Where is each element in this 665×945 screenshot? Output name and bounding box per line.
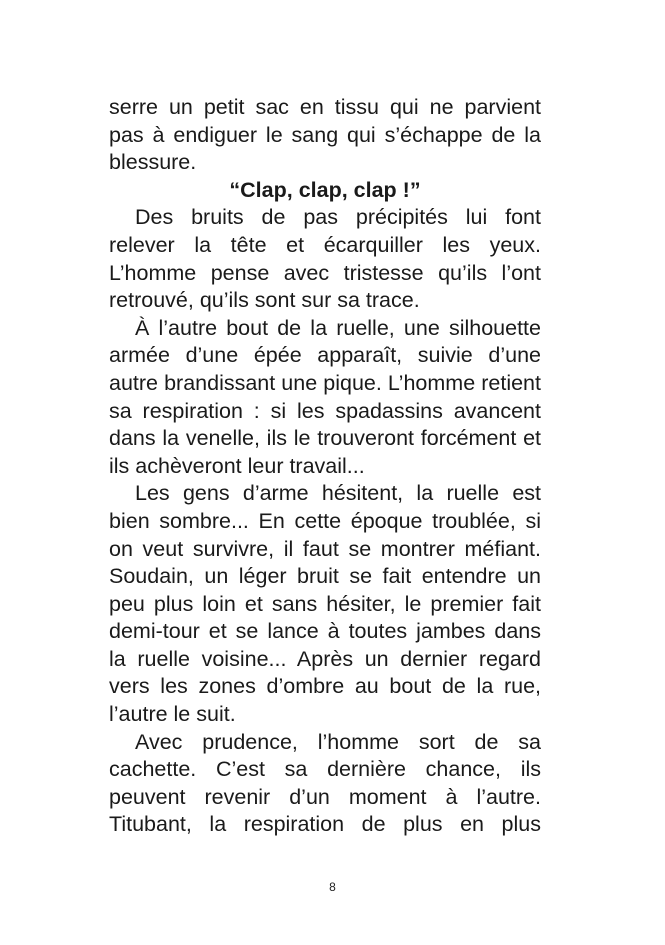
paragraph-continues: Avec prudence, l’homme sort de sa cachette. C’est sa dernière chance, ils peuvent revenir d’un moment à l’autre. Titubant, la respiration de plus en plus — [109, 729, 541, 837]
sound-heading: “Clap, clap, clap !” — [229, 177, 421, 202]
paragraph: À l’autre bout de la ruelle, une silhouette armée d’une épée apparaît, suivie d’une autre brandissant une pique. L’homme retient sa respiration : si les spadassins avancent dans la venelle, ils le trouveront forcément et ils achèveront leur travail... — [109, 315, 541, 478]
paragraph: Des bruits de pas précipités lui font relever la tête et écarquiller les yeux. L’homme pense avec tristesse qu’ils l’ont retrouvé, qu’ils sont sur sa trace. — [109, 205, 541, 313]
paragraph: Les gens d’arme hésitent, la ruelle est bien sombre... En cette époque troublée, si on veut survivre, il faut se montrer méfiant. Soudain, un léger bruit se fait entendre un peu plus loin et sans hésiter, le premier fait demi-tour et se lance à toutes jambes dans la ruelle voisine... Après un dernier regard vers les zones d’ombre au bout de la rue, l’autre le suit. — [109, 481, 541, 727]
body-text — [109, 94, 541, 839]
page-number: 8 — [329, 880, 336, 894]
paragraph-continued: serre un petit sac en tissu qui ne parvient pas à endiguer le sang qui s’échappe de la blessure. — [109, 95, 541, 175]
